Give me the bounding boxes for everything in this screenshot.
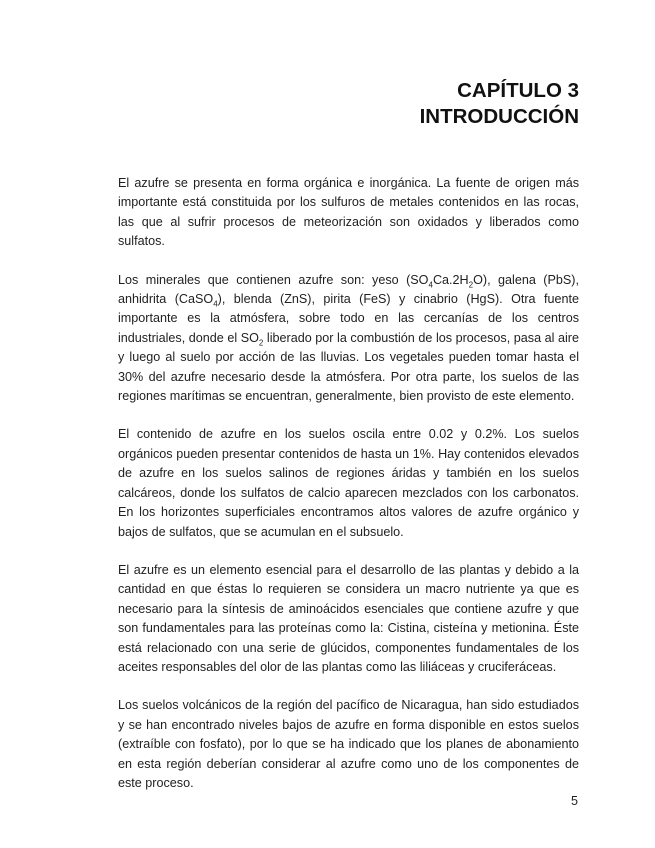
- subscript-2: 2: [258, 338, 264, 348]
- paragraph-2-text-3: O), galena (PbS), anhidrita (CaSO: [118, 272, 579, 307]
- paragraph-2-text-2: Ca.2H: [432, 272, 469, 287]
- paragraph-3: El contenido de azufre en los suelos oscila entre 0.02 y 0.2%. Los suelos orgánicos pueden presentar contenidos de hasta un 1%. Hay contenidos elevados de azufre en los suelos salinos de regiones áridas y también en los suelos calcáreos, donde los sulfatos de calcio aparecen mezclados con los carbonatos. En los horizontes superficiales encontramos altos valores de azufre orgánico y bajos de sulfatos, que se acumulan en el subsuelo.: [118, 427, 579, 539]
- subscript-4: 4: [428, 280, 433, 290]
- paragraph-4: El azufre es un elemento esencial para el desarrollo de las plantas y debido a la cantidad en que éstas lo requieren se considera un macro nutriente ya que es necesario para la síntesis de aminoácidos esenciales que contiene azufre y que son fundamentales para las proteínas como la: Cistina, cisteína y metionina. Éste está relacionado con una serie de glúcidos, componentes fundamentales de los aceites responsables del olor de las plantas como las liliáceas y cruciferáceas.: [118, 562, 579, 674]
- chapter-title: INTRODUCCIÓN: [419, 105, 579, 128]
- subscript-2: 2: [468, 280, 474, 290]
- body-text: [118, 174, 579, 812]
- subscript-4: 4: [213, 299, 218, 309]
- paragraph-1: El azufre se presenta en forma orgánica e inorgánica. La fuente de origen más importante está constituida por los sulfuros de metales contenidos en las rocas, las que al sufrir procesos de meteorización son oxidados y liberados como sulfatos.: [118, 176, 579, 249]
- page-number: 5: [570, 794, 578, 808]
- paragraph-2-text-5: liberado por la combustión de los procesos, pasa al aire y luego al suelo por acción de las lluvias. Los vegetales pueden tomar hasta el 30% del azufre necesario desde la atmósfera. Por otra parte, los suelos de las regiones marítimas se encuentran, generalmente, bien provisto de este elemento.: [118, 330, 579, 404]
- chapter-heading: [420, 78, 579, 130]
- paragraph-5: Los suelos volcánicos de la región del pacífico de Nicaragua, han sido estudiados y se han encontrado niveles bajos de azufre en forma disponible en estos suelos (extraíble con fosfato), por lo que se ha indicado que los planes de abonamiento en esta región deberían considerar al azufre como uno de los componentes de este proceso.: [118, 698, 579, 790]
- paragraph-2: [118, 271, 579, 407]
- paragraph-2-text-4: ), blenda (ZnS), pirita (FeS) y cinabrio (HgS). Otra fuente importante es la atmósfera, sobre todo en las cercanías de los centros industriales, donde el SO: [118, 292, 579, 345]
- paragraph-2-text-1: Los minerales que contienen azufre son: yeso (SO: [118, 272, 429, 287]
- chapter-number: CAPÍTULO 3: [457, 79, 579, 102]
